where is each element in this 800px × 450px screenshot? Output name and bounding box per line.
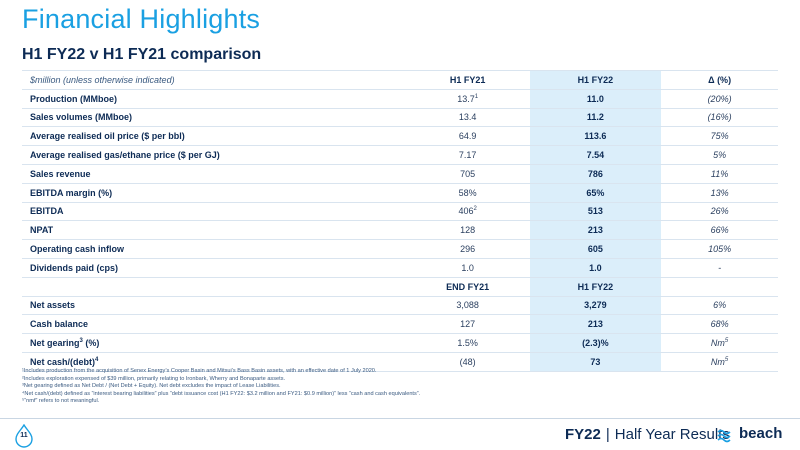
table-row xyxy=(22,296,778,315)
prior-value-text: (48) xyxy=(459,356,476,367)
report-title-bold: FY22 xyxy=(565,426,601,443)
change-value-text: Nm xyxy=(710,338,725,349)
current-value: 7.54 xyxy=(530,146,662,165)
row-label xyxy=(22,202,406,221)
prior-value-text: 296 xyxy=(460,244,476,255)
prior-value xyxy=(406,164,530,183)
row-label-text: Production (MMboe) xyxy=(30,93,117,104)
prior-value xyxy=(406,334,530,353)
change-value-text: (16%) xyxy=(707,112,732,123)
prior-value-text: 3,088 xyxy=(456,300,479,311)
prior-value-text: 7.17 xyxy=(458,150,477,161)
table-row xyxy=(22,146,778,165)
change-value xyxy=(661,258,778,277)
row-label xyxy=(22,89,406,108)
prior-value-text: 406 xyxy=(458,206,474,217)
prior-value xyxy=(406,127,530,146)
change-value xyxy=(661,164,778,183)
footnote-line: ⁴Net cash/(debt) defined as “interest bearing liabilities” plus “debt issuance cost (H1 FY22: $3.2 million and FY21: $0.9 million)” less “cash and cash equivalents”. xyxy=(22,390,421,397)
footnotes xyxy=(22,368,420,406)
financial-table xyxy=(22,70,778,372)
change-value-text: 66% xyxy=(710,225,729,236)
table-row xyxy=(22,183,778,202)
table-row xyxy=(22,202,778,221)
row-label xyxy=(22,258,406,277)
prior-value-text: 128 xyxy=(460,225,476,236)
prior-value xyxy=(406,296,530,315)
change-value-text: (20%) xyxy=(707,93,732,104)
prior-value xyxy=(406,258,530,277)
prior-value-text: 13.4 xyxy=(458,112,477,123)
footnote-ref: 5 xyxy=(724,338,729,345)
row-label-text: EBITDA margin (%) xyxy=(30,187,113,198)
current-value: 213 xyxy=(530,221,662,240)
change-value-text: 105% xyxy=(708,244,732,255)
table-row xyxy=(22,164,778,183)
row-label-text: Average realised oil price ($ per bbl) xyxy=(30,131,185,142)
current-value: 11.2 xyxy=(530,108,662,127)
prior-value xyxy=(406,352,530,371)
row-label xyxy=(22,146,406,165)
current-value: 65% xyxy=(530,183,662,202)
change-value-text: 13% xyxy=(710,187,729,198)
section-col-endfy21: END FY21 xyxy=(406,277,530,296)
footnote-line: ¹Includes production from the acquisition of Senex Energy’s Cooper Basin and Mitsui’s Bass Basin assets, with an effective date of 1 July 2020. xyxy=(22,368,377,374)
table-row xyxy=(22,221,778,240)
footnote-line: ³Net gearing defined as Net Debt / (Net Debt + Equity). Net debt excludes the impact of Lease Liabilities. xyxy=(22,383,281,390)
current-value: 1.0 xyxy=(530,258,662,277)
prior-value-text: 58% xyxy=(458,187,477,198)
footnote-line: ²Includes exploration expensed of $39 million, primarily relating to Ironbark, Wherry and Bonaparte assets. xyxy=(22,375,286,382)
change-value xyxy=(661,296,778,315)
page-title: Financial Highlights xyxy=(22,4,261,34)
row-label-text: Sales volumes (MMboe) xyxy=(30,112,133,123)
prior-value xyxy=(406,108,530,127)
row-label xyxy=(22,296,406,315)
change-value-text: 68% xyxy=(710,319,729,330)
prior-value-text: 64.9 xyxy=(458,131,477,142)
row-label-text: NPAT xyxy=(30,225,54,236)
current-value: 73 xyxy=(530,352,662,371)
prior-value-text: 1.0 xyxy=(461,262,474,273)
footnote-ref: 1 xyxy=(474,93,479,100)
table-row xyxy=(22,89,778,108)
change-value xyxy=(661,202,778,221)
current-value: 513 xyxy=(530,202,662,221)
report-title xyxy=(565,426,730,443)
current-value: 113.6 xyxy=(530,127,662,146)
row-label-text: Net gearing xyxy=(30,338,80,349)
change-value-text: 5% xyxy=(713,150,727,161)
section-header-row xyxy=(22,277,778,296)
header-label: $million (unless otherwise indicated) xyxy=(22,71,406,90)
change-value-text: 26% xyxy=(710,206,729,217)
footnote-line: ⁵“nmf” refers to not meaningful. xyxy=(22,398,100,405)
row-label-text: Average realised gas/ethane price ($ per GJ) xyxy=(30,150,220,161)
change-value xyxy=(661,108,778,127)
row-label xyxy=(22,315,406,334)
row-label-text: Net assets xyxy=(30,300,76,311)
row-label-text: Cash balance xyxy=(30,319,89,330)
change-value xyxy=(661,146,778,165)
row-label xyxy=(22,183,406,202)
prior-value xyxy=(406,240,530,259)
change-value xyxy=(661,334,778,353)
change-value-text: Nm xyxy=(710,356,725,367)
prior-value xyxy=(406,183,530,202)
prior-value-text: 705 xyxy=(460,168,476,179)
prior-value xyxy=(406,146,530,165)
row-label xyxy=(22,334,406,353)
row-label-text: Dividends paid (cps) xyxy=(30,262,119,273)
prior-value-text: 13.7 xyxy=(457,93,475,104)
row-label-suffix: (%) xyxy=(82,338,100,349)
prior-value xyxy=(406,202,530,221)
change-value xyxy=(661,352,778,371)
current-value: 11.0 xyxy=(530,89,662,108)
change-value xyxy=(661,127,778,146)
change-value-text: 75% xyxy=(710,131,729,142)
page-subtitle: H1 FY22 v H1 FY21 comparison xyxy=(22,46,262,63)
footnote-ref: 5 xyxy=(724,356,729,363)
row-label xyxy=(22,221,406,240)
table-row xyxy=(22,127,778,146)
change-value xyxy=(661,315,778,334)
report-title-rest: Half Year Results xyxy=(614,426,730,443)
row-label xyxy=(22,127,406,146)
page-number: 11 xyxy=(20,432,28,439)
current-value: (2.3)% xyxy=(530,334,662,353)
row-label-text: Net cash/(debt) xyxy=(30,356,96,367)
row-label-text: EBITDA xyxy=(30,206,64,217)
row-label xyxy=(22,240,406,259)
table-row xyxy=(22,315,778,334)
section-col-blank xyxy=(661,277,778,296)
change-value-text: 11% xyxy=(710,168,729,179)
table-row xyxy=(22,108,778,127)
change-value xyxy=(661,183,778,202)
footnote-ref: 4 xyxy=(95,356,99,363)
header-col-h1fy21: H1 FY21 xyxy=(406,71,530,90)
current-value: 3,279 xyxy=(530,296,662,315)
row-label xyxy=(22,164,406,183)
change-value xyxy=(661,240,778,259)
table-row xyxy=(22,334,778,353)
prior-value-text: 1.5% xyxy=(457,338,478,349)
header-col-h1fy22: H1 FY22 xyxy=(530,71,662,90)
current-value: 605 xyxy=(530,240,662,259)
change-value xyxy=(661,221,778,240)
current-value: 786 xyxy=(530,164,662,183)
section-col-h1fy22: H1 FY22 xyxy=(530,277,662,296)
row-label-text: Operating cash inflow xyxy=(30,244,125,255)
change-value xyxy=(661,89,778,108)
current-value: 213 xyxy=(530,315,662,334)
report-separator: | xyxy=(605,426,610,443)
prior-value xyxy=(406,89,530,108)
footnote-ref: 2 xyxy=(473,206,477,213)
header-col-change: Δ (%) xyxy=(661,71,778,90)
prior-value xyxy=(406,315,530,334)
table-row xyxy=(22,240,778,259)
table-row xyxy=(22,258,778,277)
prior-value xyxy=(406,221,530,240)
brand-logo-text: beach xyxy=(739,425,783,442)
prior-value-text: 127 xyxy=(460,319,476,330)
change-value-text: - xyxy=(718,262,722,273)
section-header-blank xyxy=(22,277,406,296)
footnote-ref: 3 xyxy=(79,338,83,345)
row-label-text: Sales revenue xyxy=(30,168,91,179)
table-header-row xyxy=(22,71,778,90)
footer-divider xyxy=(0,418,800,419)
row-label xyxy=(22,108,406,127)
change-value-text: 6% xyxy=(713,300,727,311)
